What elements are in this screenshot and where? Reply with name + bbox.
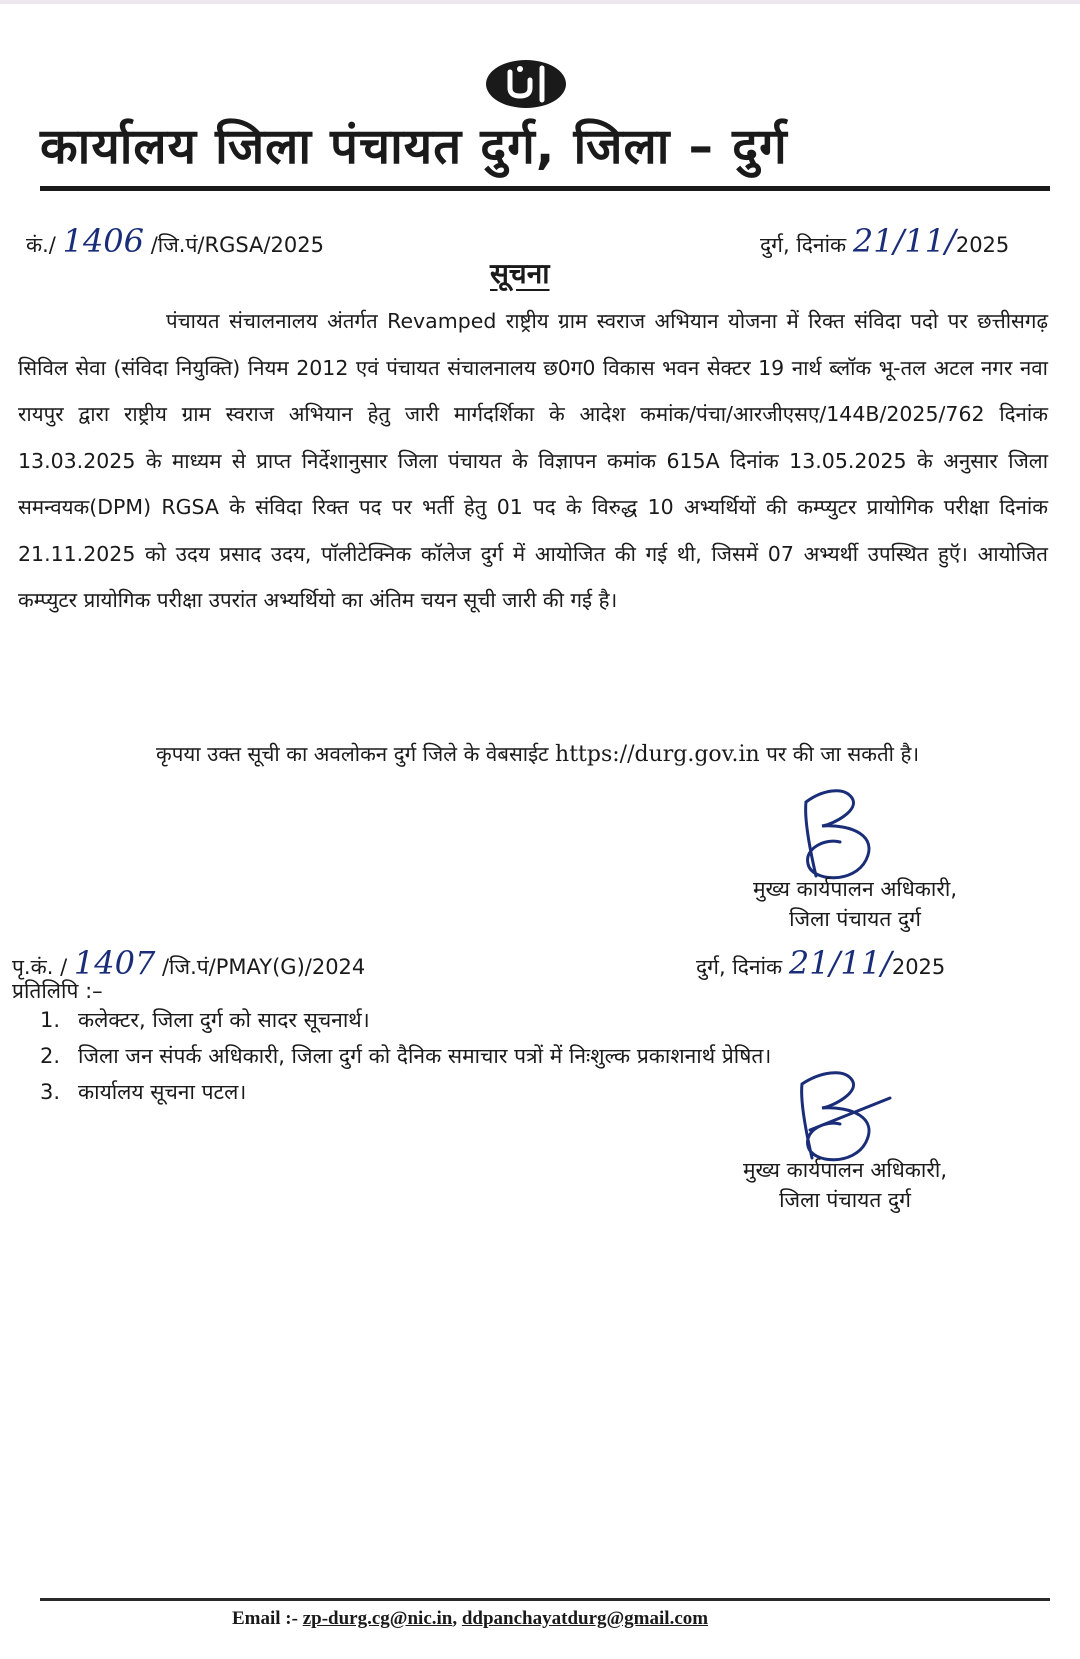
paragraph-2-after-url: पर की जा सकती है। — [766, 742, 920, 766]
endorsement-handwritten-number: 1407 — [73, 944, 156, 982]
reference-suffix: /जि.पं/RGSA/2025 — [150, 233, 324, 257]
signatory-office-1: जिला पंचायत दुर्ग — [789, 907, 921, 931]
copy-to-label: प्रतिलिपि :– — [12, 979, 103, 1003]
list-item: 2. जिला जन संपर्क अधिकारी, जिला दुर्ग को दैनिक समाचार पत्रों में निःशुल्क प्रकाशनार्थ प्रेषित। — [40, 1044, 772, 1068]
endorsement-date-year: 2025 — [891, 955, 946, 979]
website-link[interactable]: https://durg.gov.in — [555, 742, 760, 767]
notice-paragraph-1: पंचायत संचालनालय अंतर्गत Revamped राष्ट्रीय ग्राम स्वराज अभियान योजना में रिक्त संविदा पदो पर छत्तीसगढ़ सिविल सेवा (संविदा नियुक्ति) नियम 2012 एवं पंचायत संचालनालय छ0ग0 विकास भवन सेक्टर 19 नार्थ ब्लॉक भू-तल अटल नगर नवा रायपुर द्वारा राष्ट्रीय ग्राम स्वराज अभियान हेतु जारी मार्गदर्शिका के आदेश कमांक/पंचा/आरजीएसए/144B/2025/762 दिनांक 13.03.2025 के माध्यम से प्राप्त निर्देशानुसार जिला पंचायत के विज्ञापन कमांक 615A दिनांक 13.05.2025 के अनुसार जिला समन्वयक(DPM) RGSA के संविदा रिक्त पद पर भर्ती हेतु 01 पद के विरुद्ध 10 अभ्यर्थियों की कम्प्युटर प्रायोगिक परीक्षा दिनांक 21.11.2025 को उदय प्रसाद उदय, पॉलीटेक्निक कॉलेज दुर्ग में आयोजित की गई थी, जिसमें 07 अभ्यर्थी उपस्थित हुऍ। आयोजित कम्प्युटर प्रायोगिक परीक्षा उपरांत अभ्यर्थियो का अंतिम चयन सूची जारी की गई है। — [18, 309, 1048, 612]
reference-prefix: कं./ — [26, 233, 56, 257]
notice-paragraph-2 — [18, 730, 1048, 779]
signature-block-1 — [730, 874, 980, 934]
reference-date — [760, 222, 1009, 260]
reference-number — [26, 222, 324, 260]
endorsement-date-prefix: दुर्ग, दिनांक — [696, 955, 783, 979]
signature-block-2 — [710, 1155, 980, 1215]
endorsement-handwritten-date: 21/11/ — [788, 944, 892, 982]
list-item: 3. कार्यालय सूचना पटल। — [40, 1080, 247, 1104]
scan-edge — [0, 0, 1080, 4]
footer-divider — [40, 1598, 1050, 1601]
endorsement-date — [696, 944, 945, 982]
signatory-office-2: जिला पंचायत दुर्ग — [779, 1188, 911, 1212]
signatory-title-1: मुख्य कार्यपालन अधिकारी, — [752, 877, 958, 901]
copy-to-list — [40, 1002, 771, 1110]
list-item: 1. कलेक्टर, जिला दुर्ग को सादर सूचनार्थ। — [40, 1008, 370, 1032]
footer-contact — [232, 1608, 708, 1630]
office-title: कार्यालय जिला पंचायत दुर्ग, जिला – दुर्ग — [40, 118, 788, 175]
header-divider — [40, 186, 1050, 191]
notice-heading: सूचना — [490, 257, 550, 290]
email-link-nic[interactable]: zp-durg.cg@nic.in — [302, 1608, 453, 1629]
reference-date-prefix: दुर्ग, दिनांक — [760, 233, 847, 257]
email-label: Email :- — [232, 1608, 298, 1629]
reference-handwritten-number: 1406 — [62, 222, 145, 260]
paragraph-2-before-url: कृपया उक्त सूची का अवलोकन दुर्ग जिले के वेबसाईट — [156, 742, 549, 766]
signatory-title-2: मुख्य कार्यपालन अधिकारी, — [742, 1158, 948, 1182]
panchayat-logo-icon — [484, 58, 568, 110]
reference-date-year: 2025 — [955, 233, 1010, 257]
endorsement-suffix: /जि.पं/PMAY(G)/2024 — [161, 955, 366, 979]
endorsement-prefix: पृ.कं. / — [12, 955, 68, 979]
reference-handwritten-date: 21/11/ — [852, 222, 956, 260]
email-link-gmail[interactable]: ddpanchayatdurg@gmail.com — [461, 1608, 709, 1629]
email-separator: , — [452, 1608, 458, 1629]
